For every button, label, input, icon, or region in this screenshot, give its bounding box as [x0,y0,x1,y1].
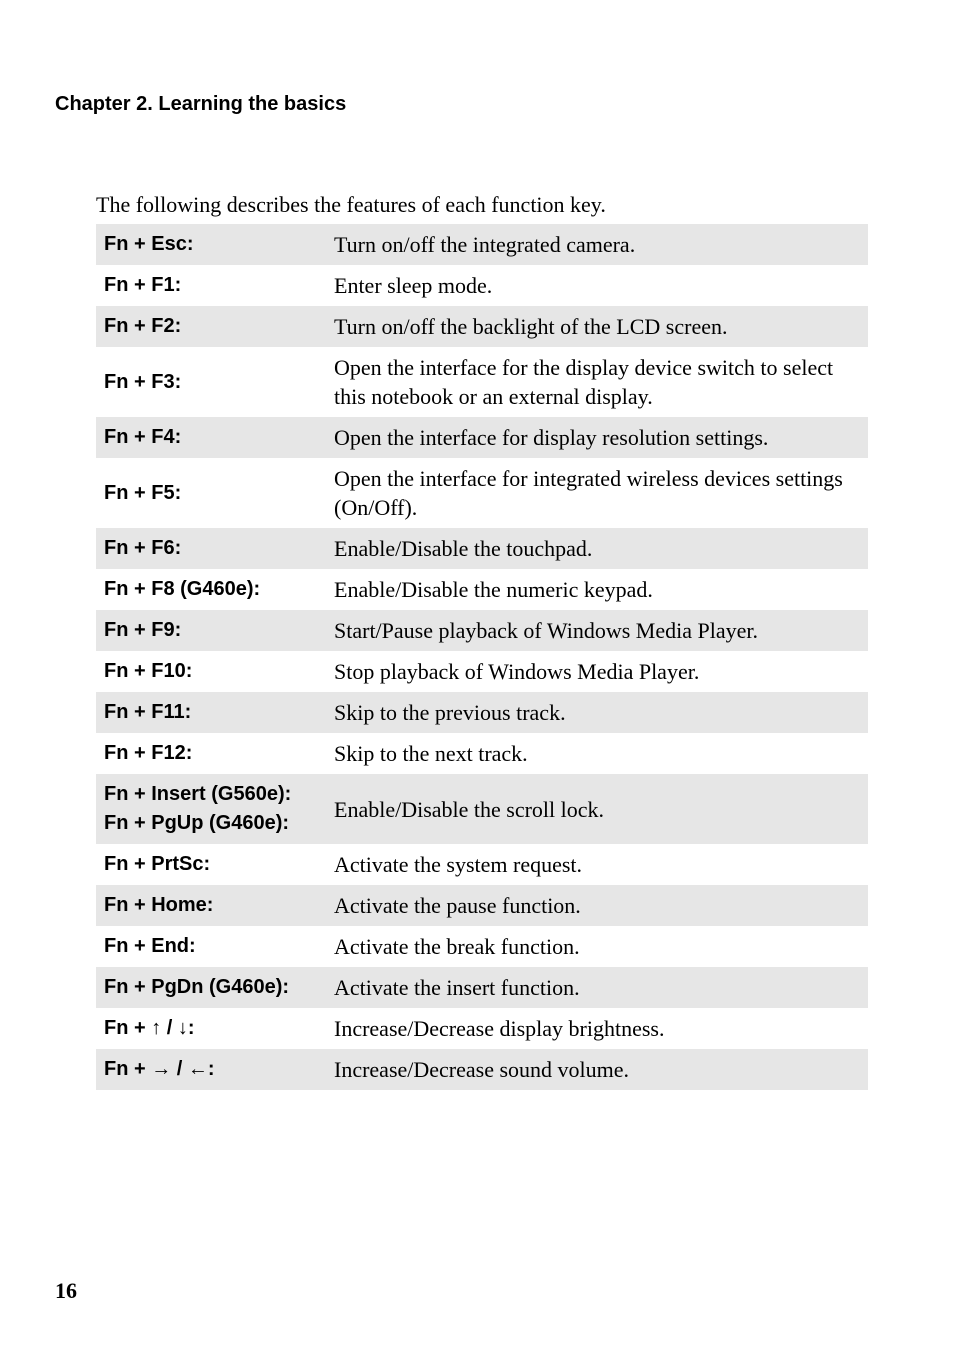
key-combination [96,926,334,967]
table-row [96,774,868,844]
key-description: Open the interface for display resolution settings. [334,425,769,450]
key-label: Fn + F10: [104,660,193,682]
table-row [96,224,868,265]
key-description: Stop playback of Windows Media Player. [334,659,700,684]
key-description: Skip to the next track. [334,741,528,766]
key-description: Enable/Disable the numeric keypad. [334,577,653,602]
key-label: Fn + F4: [104,426,182,448]
table-row [96,692,868,733]
key-combination [96,885,334,926]
key-label: Fn + → / ←: [104,1058,215,1080]
key-label: Fn + Insert (G560e): [104,783,292,805]
key-description: Open the interface for the display device switch to select this notebook or an external display. [334,355,834,409]
table-row [96,926,868,967]
table-row [96,967,868,1008]
key-label: Fn + F11: [104,701,192,723]
table-row [96,1049,868,1090]
key-combination [96,458,334,528]
key-combination [96,692,334,733]
key-description: Increase/Decrease display brightness. [334,1016,665,1041]
key-combination [96,347,334,417]
key-combination [96,967,334,1008]
key-label: Fn + F6: [104,537,182,559]
key-combination [96,651,334,692]
table-row [96,347,868,417]
key-label: Fn + F1: [104,274,182,296]
key-label: Fn + F3: [104,370,182,393]
key-label: Fn + F5: [104,481,182,504]
table-row [96,885,868,926]
table-row [96,458,868,528]
table-row [96,417,868,458]
key-combination [96,306,334,347]
table-row [96,610,868,651]
key-combination [96,417,334,458]
key-combination [96,774,334,844]
key-combination [96,610,334,651]
key-label: Fn + F8 (G460e): [104,578,261,600]
key-description: Enable/Disable the scroll lock. [334,796,605,822]
key-description: Enter sleep mode. [334,273,493,298]
key-description: Activate the pause function. [334,893,581,918]
key-label: Fn + F9: [104,619,182,641]
key-description: Activate the system request. [334,852,583,877]
table-row [96,528,868,569]
key-label: Fn + PgDn (G460e): [104,976,290,998]
key-label: Fn + Home: [104,894,214,916]
table-row [96,569,868,610]
key-label: Fn + F2: [104,315,182,337]
key-combination [96,844,334,885]
key-combination [96,528,334,569]
key-label: Fn + Esc: [104,233,194,255]
table-row [96,1008,868,1049]
key-combination [96,265,334,306]
key-description: Activate the break function. [334,934,580,959]
key-combination [96,733,334,774]
table-row [96,844,868,885]
intro-text: The following describes the features of each function key. [96,192,606,217]
table-row [96,306,868,347]
function-key-table [96,224,868,1090]
key-description: Enable/Disable the touchpad. [334,536,593,561]
key-label: Fn + F12: [104,742,193,764]
table-row [96,651,868,692]
key-label-secondary: Fn + PgUp (G460e): [104,812,290,834]
key-label: Fn + PrtSc: [104,853,211,875]
key-description: Increase/Decrease sound volume. [334,1057,630,1082]
key-label: Fn + End: [104,935,196,957]
key-description: Start/Pause playback of Windows Media Player. [334,618,758,643]
key-combination [96,1008,334,1049]
key-combination [96,569,334,610]
key-description: Activate the insert function. [334,975,580,1000]
key-combination [96,1049,334,1090]
key-description: Skip to the previous track. [334,700,566,725]
key-description: Turn on/off the backlight of the LCD screen. [334,314,728,339]
page-number: 16 [55,1278,77,1303]
key-label: Fn + ↑ / ↓: [104,1017,195,1039]
key-description: Turn on/off the integrated camera. [334,232,636,257]
key-combination [96,224,334,265]
table-row [96,265,868,306]
chapter-title: Chapter 2. Learning the basics [55,93,347,115]
key-description: Open the interface for integrated wireless devices settings (On/Off). [334,466,843,520]
table-row [96,733,868,774]
